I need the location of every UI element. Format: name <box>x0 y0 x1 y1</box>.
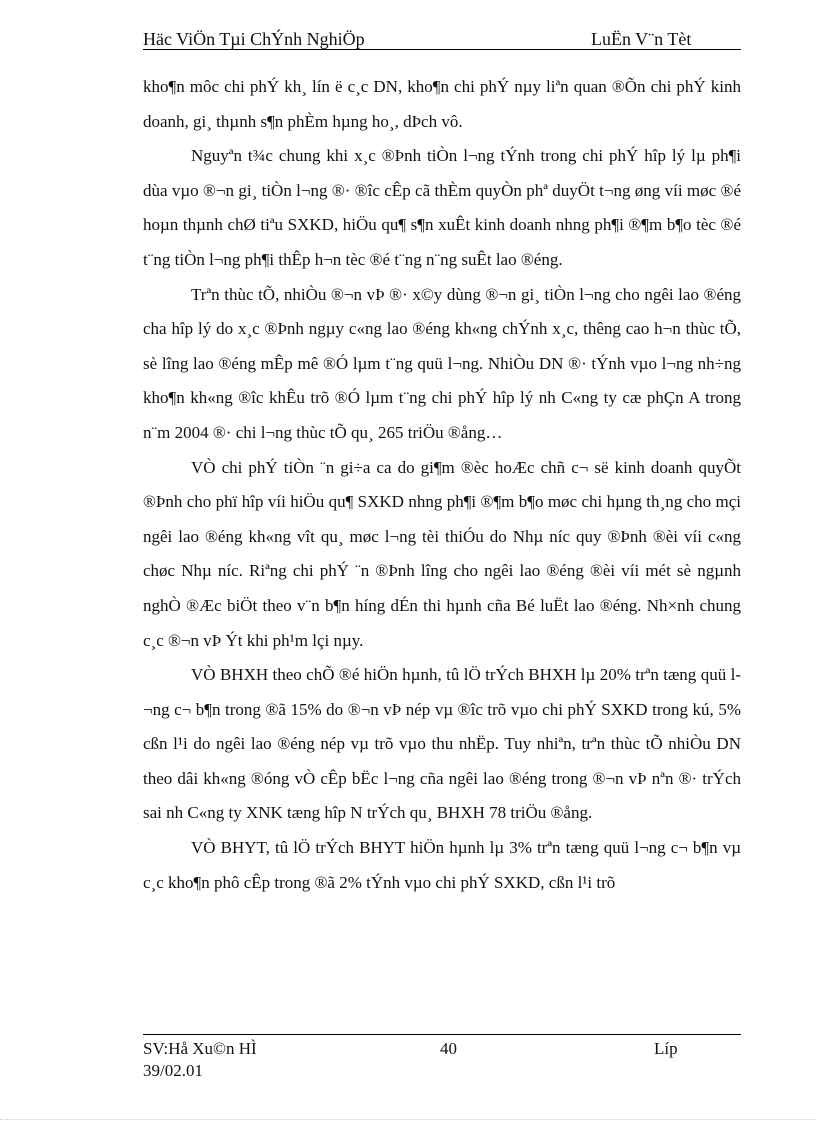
page-number: 40 <box>440 1039 457 1058</box>
header-divider <box>143 49 741 50</box>
header-thesis-title: LuËn V¨n Tèt <box>591 29 692 49</box>
paragraph: Trªn thùc tÕ, nhiÒu ®¬n vÞ ®· x©y dùng ®¬n gi¸ tiÒn l¬ng cho ngêi lao ®éng cha hîp lý do x¸c ®Þnh ngµy c«ng lao ®éng kh«ng chÝnh x¸c, thêng cao h¬n thùc tÕ, sè lîng lao ®éng mÊp mê ®Ó lµm t¨ng quü l¬ng. NhiÒu DN ®· tÝnh vµo l¬ng nh÷ng kho¶n kh«ng ®îc khÊu trõ ®Ó lµm t¨ng chi phÝ hîp lý nh C«ng ty cæ phÇn A trong n¨m 2004 ®· chi l¬ng thùc tÕ qu¸ 265 triÖu ®ång… <box>143 284 741 442</box>
paragraph: Nguyªn t¾c chung khi x¸c ®Þnh tiÒn l¬ng tÝnh trong chi phÝ hîp lý lµ ph¶i dùa vµo ®¬n gi¸ tiÒn l¬ng ®· ®îc cÊp cã thÈm quyÒn phª duyÖt t¬ng øng víi møc ®é hoµn thµnh chØ tiªu SXKD, hiÖu qu¶ s¶n xuÊt kinh doanh nhng ph¶i ®¶m b¶o tèc ®é t¨ng tiÒn l¬ng ph¶i thÊp h¬n tèc ®é t¨ng n¨ng suÊt lao ®éng. <box>143 146 741 269</box>
paragraph: kho¶n môc chi phÝ kh¸ lín ë c¸c DN, kho¶n chi phÝ nµy liªn quan ®Õn chi phÝ kinh doanh, gi¸ thµnh s¶n phÈm hµng ho¸, dÞch vô. <box>143 77 741 131</box>
footer-divider <box>143 1034 741 1035</box>
paragraph: VÒ BHXH theo chÕ ®é hiÖn hµnh, tû lÖ trÝch BHXH lµ 20% trªn tæng quü l¬ng c¬ b¶n trong ®ã 15% do ®¬n vÞ nép vµ ®îc trõ vµo chi phÝ SXKD trong kú, 5% cßn l¹i do ngêi lao ®éng nép vµ trõ vµo thu nhËp. Tuy nhiªn, trªn thùc tÕ nhiÒu DN theo dâi kh«ng ®óng vÒ cÊp bËc l¬ng cña ngêi lao ®éng trong ®¬n vÞ nªn ®· trÝch sai nh C«ng ty XNK tæng hîp N trÝch qu¸ BHXH 78 triÖu ®ång. <box>143 665 741 823</box>
page-edge-divider <box>0 1119 816 1120</box>
footer-class-label: Líp <box>654 1039 678 1058</box>
paragraph: VÒ chi phÝ tiÒn ¨n gi÷a ca do gi¶m ®èc hoÆc chñ c¬ së kinh doanh quyÕt ®Þnh cho phï hîp víi hiÖu qu¶ SXKD nhng ph¶i ®¶m b¶o møc chi hµng th¸ng cho mçi ngêi lao ®éng kh«ng vît qu¸ møc l¬ng tèi thiÓu do Nhµ níc quy ®Þnh ®èi víi c«ng chøc Nhµ níc. Riªng chi phÝ ¨n ®Þnh lîng cho ngêi lao ®éng ®èi víi mét sè ngµnh nghÒ ®Æc biÖt theo v¨n b¶n híng dÉn thi hµnh cña Bé luËt lao ®éng. Nh×nh chung c¸c ®¬n vÞ Ýt khi ph¹m lçi nµy. <box>143 457 741 650</box>
document-body <box>143 70 741 900</box>
paragraph: VÒ BHYT, tû lÖ trÝch BHYT hiÖn hµnh lµ 3% trªn tæng quü l¬ng c¬ b¶n vµ c¸c kho¶n phô cÊp trong ®ã 2% tÝnh vµo chi phÝ SXKD, cßn l¹i trõ <box>143 838 741 892</box>
footer-student: SV:Hå Xu©n HÌ 39/02.01 <box>143 1039 257 1080</box>
header-institution: Häc ViÖn Tµi ChÝnh NghiÖp <box>143 29 365 49</box>
